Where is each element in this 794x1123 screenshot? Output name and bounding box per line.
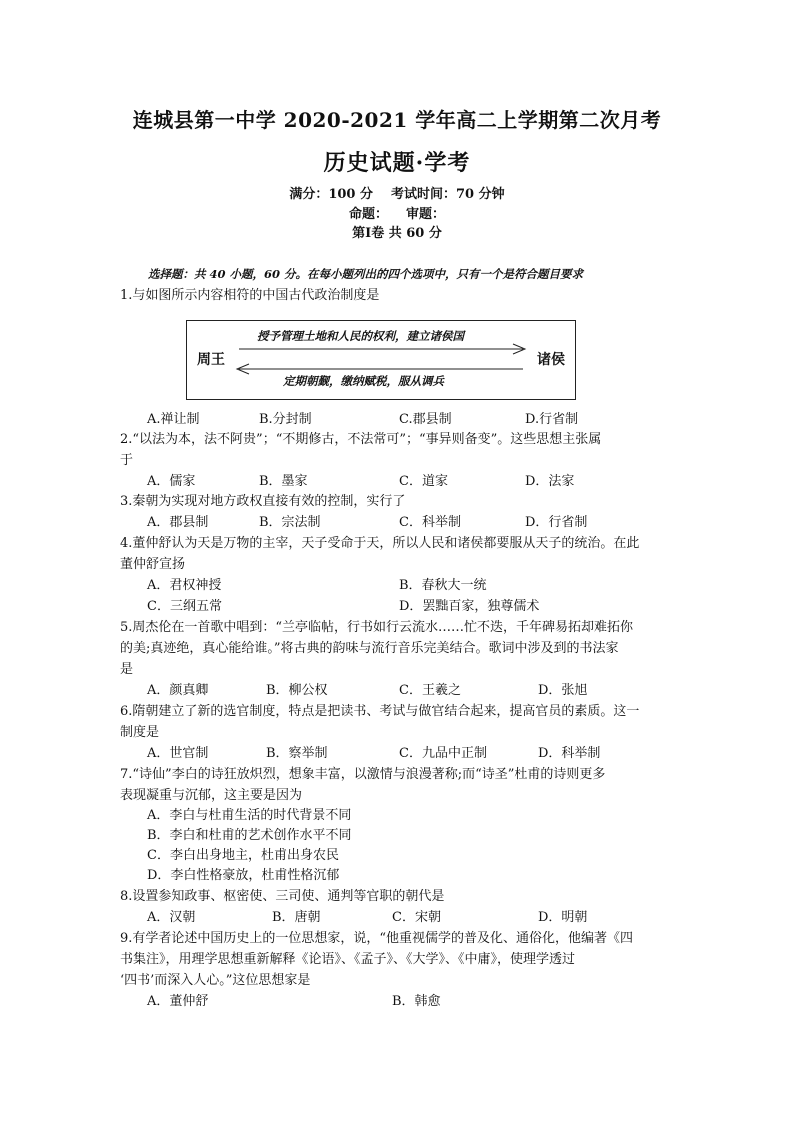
diagram-right-label: 诸侯 — [537, 352, 565, 368]
question-9-stem-2: 书集注》，用理学思想重新解释《论语》、《孟子》、《大学》、《中庸》，使理学透过 — [120, 952, 576, 967]
q8-option-d: D．明朝 — [538, 910, 588, 925]
q5-option-d: D．张旭 — [538, 683, 588, 698]
q1-option-c: C.郡县制 — [399, 412, 452, 427]
diagram-left-label: 周王 — [197, 352, 225, 368]
q4-option-d: D．罢黜百家，独尊儒术 — [399, 599, 540, 614]
q2-option-c: C．道家 — [399, 474, 448, 489]
question-1-stem: 1.与如图所示内容相符的中国古代政治制度是 — [120, 288, 380, 303]
q2-option-b: B．墨家 — [259, 474, 308, 489]
q1-option-b: B.分封制 — [259, 412, 312, 427]
question-reviewer: 审题： — [406, 207, 446, 222]
diagram-arrows — [187, 321, 575, 399]
question-2-stem-1: 2.“以法为本，法不阿贵”；“不期修古，不法常可”；“事异则备变”。这些思想主张属 — [120, 432, 602, 447]
exam-time: 考试时间：70 分钟 — [391, 187, 505, 202]
q7-option-d: D．李白性格豪放，杜甫性格沉郁 — [147, 868, 340, 883]
q1-option-d: D.行省制 — [525, 412, 579, 427]
q6-option-b: B．察举制 — [266, 746, 328, 761]
question-6-stem-1: 6.隋朝建立了新的选官制度，特点是把读书、考试与做官结合起来，提高官员的素质。这一 — [120, 704, 640, 719]
section-instruction: 选择题：共 40 小题，60 分。在每小题列出的四个选项中，只有一个是符合题目要求 — [148, 267, 584, 281]
diagram-top-text: 授予管理土地和人民的权利，建立诸侯国 — [257, 329, 464, 343]
question-2-stem-2: 于 — [120, 453, 134, 468]
q7-option-a: A．李白与杜甫生活的时代背景不同 — [147, 808, 352, 823]
question-3-stem: 3.秦朝为实现对地方政权直接有效的控制，实行了 — [120, 494, 406, 509]
question-5-stem-2: 的美;真迹绝，真心能给谁。”将古典的韵味与流行音乐完美结合。歌词中涉及到的书法家 — [120, 641, 619, 656]
q3-option-d: D．行省制 — [525, 515, 588, 530]
question-4-stem-1: 4.董仲舒认为天是万物的主宰，天子受命于天，所以人民和诸侯都要服从天子的统治。在此 — [120, 536, 640, 551]
q4-option-b: B．春秋大一统 — [399, 578, 487, 593]
feudal-relation-diagram — [186, 320, 576, 400]
q4-option-a: A．君权神授 — [147, 578, 222, 593]
q8-option-b: B．唐朝 — [272, 910, 321, 925]
q3-option-b: B．宗法制 — [259, 515, 321, 530]
question-4-stem-2: 董仲舒宣扬 — [120, 557, 186, 572]
q5-option-a: A．颜真卿 — [147, 683, 209, 698]
q7-option-c: C．李白出身地主，杜甫出身农民 — [147, 848, 339, 863]
exam-info-score-time — [0, 183, 794, 202]
question-5-stem-3: 是 — [120, 662, 134, 677]
q1-option-a: A.禅让制 — [147, 412, 200, 427]
exam-title: 连城县第一中学 2020-2021 学年高二上学期第二次月考 — [132, 108, 662, 132]
q3-option-a: A．郡县制 — [147, 515, 209, 530]
q2-option-a: A．儒家 — [147, 474, 196, 489]
question-6-stem-2: 制度是 — [120, 725, 160, 740]
q6-option-a: A．世官制 — [147, 746, 209, 761]
question-9-stem-3: ‘四书’而深入人心。”这位思想家是 — [120, 973, 311, 988]
exam-info-authors — [0, 203, 794, 222]
q4-option-c: C．三纲五常 — [147, 599, 222, 614]
q8-option-c: C．宋朝 — [392, 910, 441, 925]
question-5-stem-1: 5.周杰伦在一首歌中唱到：“兰亭临帖，行书如行云流水……忙不迭，千年碑易拓却难拓你 — [120, 620, 634, 635]
q8-option-a: A．汉朝 — [147, 910, 196, 925]
question-7-stem-2: 表现凝重与沉郁，这主要是因为 — [120, 788, 303, 803]
q3-option-c: C．科举制 — [399, 515, 461, 530]
full-score: 满分：100 分 — [289, 187, 374, 202]
diagram-bottom-text: 定期朝觐，缴纳赋税，服从调兵 — [283, 374, 444, 388]
q7-option-b: B．李白和杜甫的艺术创作水平不同 — [147, 828, 352, 843]
q6-option-c: C．九品中正制 — [399, 746, 487, 761]
exam-subtitle: 历史试题·学考 — [323, 150, 471, 176]
q9-option-a: A．董仲舒 — [147, 994, 209, 1009]
question-7-stem-1: 7.“诗仙”李白的诗狂放炽烈，想象丰富，以激情与浪漫著称;而“诗圣”杜甫的诗则更多 — [120, 767, 606, 782]
volume-heading: 第Ⅰ卷 共 60 分 — [352, 226, 442, 241]
question-setter: 命题： — [348, 207, 388, 222]
question-9-stem-1: 9.有学者论述中国历史上的一位思想家，说，“他重视儒学的普及化、通俗化，他编著《四 — [120, 931, 634, 946]
q5-option-b: B．柳公权 — [266, 683, 328, 698]
q2-option-d: D．法家 — [525, 474, 575, 489]
q5-option-c: C．王羲之 — [399, 683, 461, 698]
q6-option-d: D．科举制 — [538, 746, 601, 761]
q9-option-b: B．韩愈 — [392, 994, 441, 1009]
question-8-stem: 8.设置参知政事、枢密使、三司使、通判等官职的朝代是 — [120, 889, 445, 904]
